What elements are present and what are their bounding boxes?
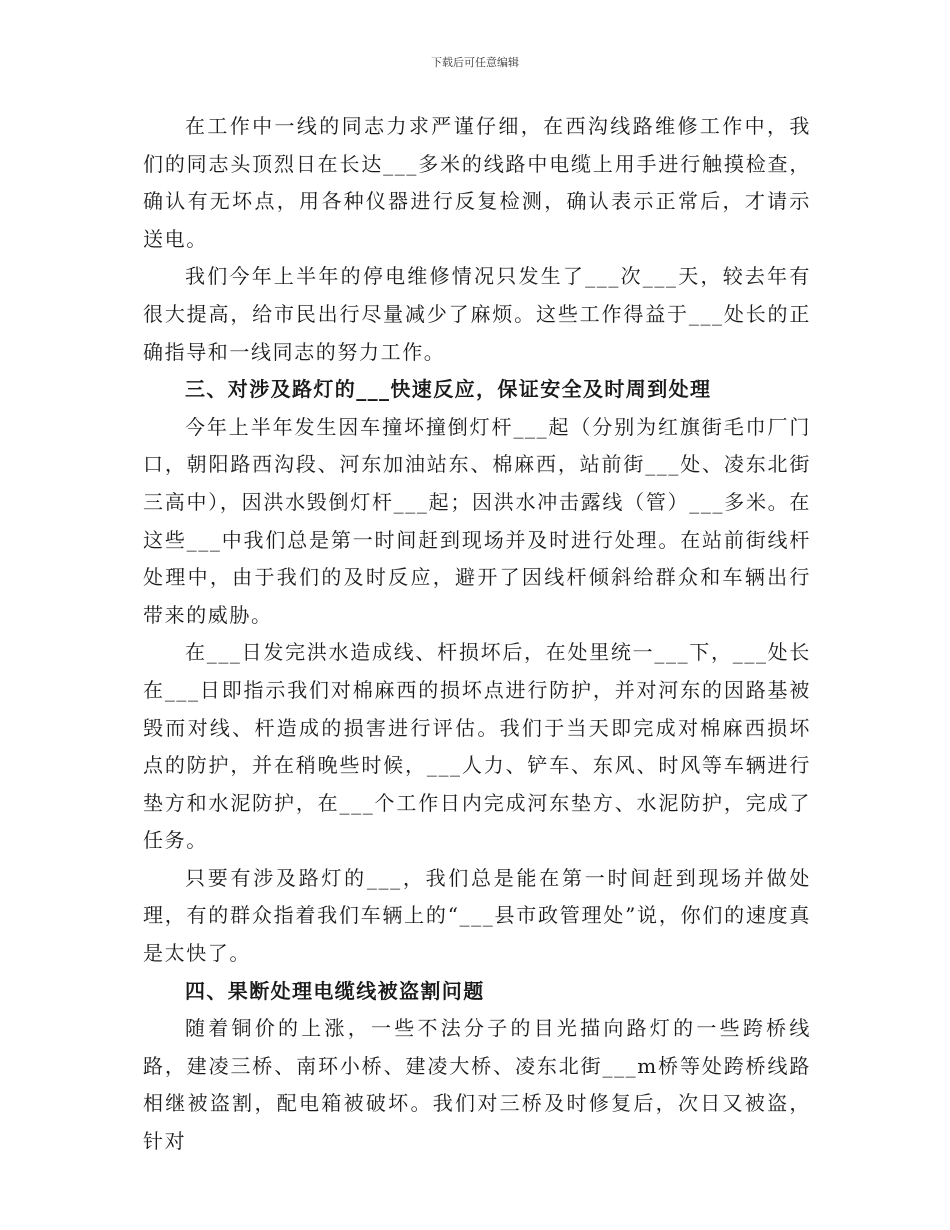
document-body <box>143 108 811 1161</box>
paragraph: 在___日发完洪水造成线、杆损坏后，在处里统一___下，___处长在___日即指示我们对棉麻西的损坏点进行防护，并对河东的因路基被毁而对线、杆造成的损害进行评估。我们于当天即完成对棉麻西损坏点的防护，并在稍晚些时候，___人力、铲车、东风、时风等车辆进行垫方和水泥防护，在___个工作日内完成河东垫方、水泥防护，完成了任务。 <box>143 640 811 853</box>
paragraph: 随着铜价的上涨，一些不法分子的目光描向路灯的一些跨桥线路，建凌三桥、南环小桥、建凌大桥、凌东北街___m桥等处跨桥线路相继被盗割，配电箱被破坏。我们对三桥及时修复后，次日又被盗，针对 <box>143 1016 811 1154</box>
paragraph: 在工作中一线的同志力求严谨仔细，在西沟线路维修工作中，我们的同志头顶烈日在长达___多米的线路中电缆上用手进行触摸检查，确认有无坏点，用各种仪器进行反复检测，确认表示正常后，才请示送电。 <box>143 114 811 251</box>
section-heading: 四、果断处理电缆线被盗割问题 <box>185 978 485 1003</box>
paragraph: 只要有涉及路灯的___，我们总是能在第一时间赶到现场并做处理，有的群众指着我们车辆上的“___县市政管理处”说，你们的速度真是太快了。 <box>143 865 811 966</box>
section-heading: 三、对涉及路灯的___快速反应，保证安全及时周到处理 <box>185 377 712 402</box>
page-header: 下载后可任意编辑 <box>431 56 519 69</box>
paragraph: 今年上半年发生因车撞坏撞倒灯杆___起（分别为红旗街毛巾厂门口，朝阳路西沟段、河东加油站东、棉麻西，站前街___处、凌东北街三高中），因洪水毁倒灯杆___起；因洪水冲击露线（管）___多米。在这些___中我们总是第一时间赶到现场并及时进行处理。在站前街线杆处理中，由于我们的及时反应，避开了因线杆倾斜给群众和车辆出行带来的威胁。 <box>143 414 811 627</box>
paragraph: 我们今年上半年的停电维修情况只发生了___次___天，较去年有很大提高，给市民出行尽量减少了麻烦。这些工作得益于___处长的正确指导和一线同志的努力工作。 <box>143 264 811 364</box>
